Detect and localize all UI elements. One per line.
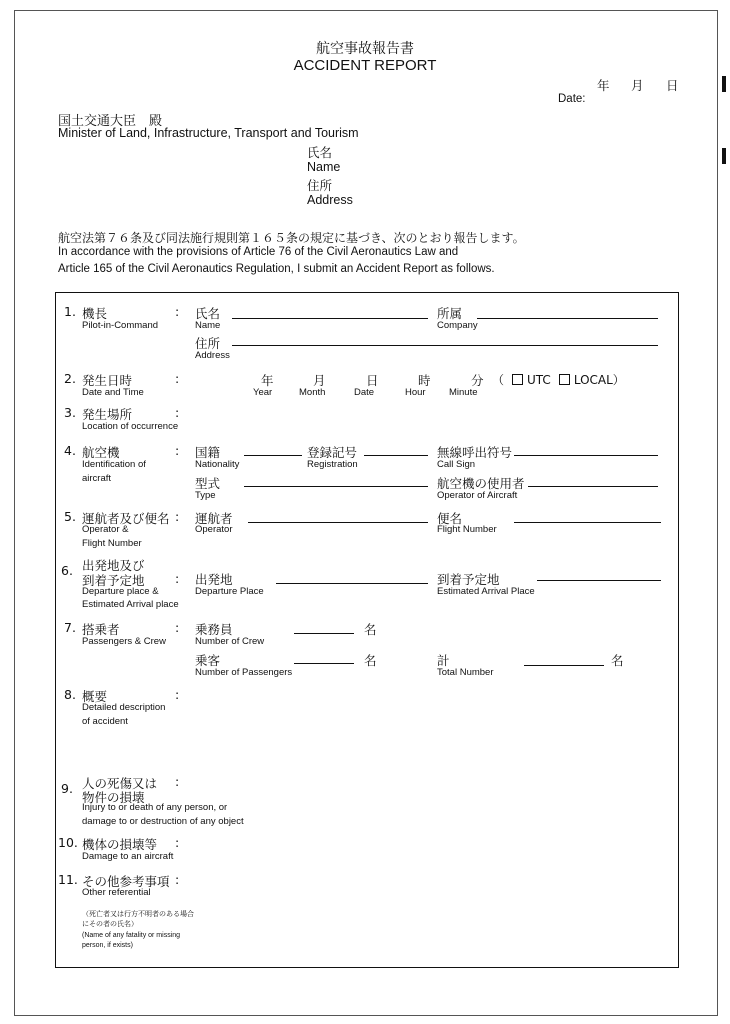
- date-label: Date:: [558, 93, 586, 105]
- local-label: LOCAL）: [573, 373, 625, 387]
- item10-label-ja: 機体の損壊等: [82, 837, 158, 852]
- edge-mark-bottom: [722, 148, 726, 164]
- registration-label-ja: 登録記号: [307, 445, 358, 460]
- reporter-name-en: Name: [307, 160, 341, 174]
- item5-number: 5.: [64, 509, 76, 524]
- occurrence-month-ja: 月: [313, 373, 326, 388]
- total-label-en: Total Number: [437, 667, 494, 678]
- item8-colon: :: [175, 687, 180, 702]
- departure-label-ja: 出発地: [195, 572, 233, 587]
- timezone-group: [492, 371, 625, 388]
- crew-label-ja: 乗務員: [195, 622, 233, 637]
- crew-unit: 名: [364, 622, 377, 637]
- item7-label-en: Passengers & Crew: [82, 636, 166, 647]
- item8-label-en-2: of accident: [82, 716, 128, 727]
- total-count-field[interactable]: [524, 665, 604, 666]
- registration-field[interactable]: [364, 455, 428, 456]
- operator-field[interactable]: [248, 522, 428, 523]
- passengers-unit: 名: [364, 653, 377, 668]
- item2-label-en: Date and Time: [82, 387, 144, 398]
- reporter-name-ja: 氏名: [307, 145, 333, 160]
- item8-label-en-1: Detailed description: [82, 702, 166, 713]
- item5-label-en-1: Operator &: [82, 524, 129, 535]
- item1-number: 1.: [64, 304, 76, 319]
- item11-label-ja: その他参考事項: [82, 874, 170, 889]
- arrival-label-ja: 到着予定地: [437, 572, 500, 587]
- pic-company-label-ja: 所属: [437, 306, 463, 321]
- item3-label-en: Location of occurrence: [82, 421, 179, 432]
- nationality-field[interactable]: [244, 455, 302, 456]
- pic-company-label-en: Company: [437, 320, 478, 331]
- passengers-label-en: Number of Passengers: [195, 667, 293, 678]
- item7-number: 7.: [64, 620, 76, 635]
- item5-colon: :: [175, 509, 180, 524]
- intro-en-2: Article 165 of the Civil Aeronautics Regulation, I submit an Accident Report as follows.: [58, 263, 495, 275]
- item8-number: 8.: [64, 687, 76, 702]
- flight-number-label-ja: 便名: [437, 511, 463, 526]
- aircraft-operator-field[interactable]: [528, 486, 658, 487]
- item6-number: 6.: [61, 563, 73, 578]
- type-label-en: Type: [195, 490, 216, 501]
- occurrence-hour-en: Hour: [405, 387, 426, 398]
- item7-label-ja: 搭乗者: [82, 622, 120, 637]
- item7-colon: :: [175, 620, 180, 635]
- title-en: ACCIDENT REPORT: [293, 57, 437, 74]
- item11-number: 11.: [58, 872, 78, 887]
- item6-label-en-2: Estimated Arrival place: [82, 599, 179, 610]
- type-field[interactable]: [244, 486, 428, 487]
- item2-colon: :: [175, 371, 180, 386]
- item9-label-en-1: Injury to or death of any person, or: [82, 802, 228, 813]
- item8-label-ja: 概要: [82, 689, 108, 704]
- item3-label-ja: 発生場所: [82, 407, 133, 422]
- item6-label-ja-2: 到着予定地: [82, 573, 145, 588]
- arrival-label-en: Estimated Arrival Place: [437, 586, 535, 597]
- item11-label-en: Other referential: [82, 887, 151, 898]
- item5-label-ja: 運航者及び便名: [82, 511, 170, 526]
- item1-label-en: Pilot-in-Command: [82, 320, 159, 331]
- item9-number: 9.: [61, 781, 73, 796]
- item4-label-en-1: Identification of: [82, 459, 146, 470]
- item6-colon: :: [175, 571, 180, 586]
- crew-count-field[interactable]: [294, 633, 354, 634]
- arrival-field[interactable]: [537, 580, 661, 581]
- timezone-open-paren: （: [492, 373, 505, 387]
- item1-label-ja: 機長: [82, 306, 108, 321]
- operator-label-en: Operator: [195, 524, 233, 535]
- pic-name-label-ja: 氏名: [195, 306, 221, 321]
- reporter-address-en: Address: [307, 193, 353, 207]
- item10-colon: :: [175, 835, 180, 850]
- occurrence-date-en: Date: [354, 387, 375, 398]
- utc-checkbox[interactable]: [512, 374, 523, 385]
- item11-note-ja: （死亡者又は行方不明者のある場合にその者の氏名）: [82, 911, 194, 928]
- item10-number: 10.: [58, 835, 78, 850]
- month-label: 月: [631, 78, 644, 93]
- item3-number: 3.: [64, 405, 76, 420]
- item2-label-ja: 発生日時: [82, 373, 133, 388]
- nationality-label-en: Nationality: [195, 459, 240, 470]
- operator-label-ja: 運航者: [195, 511, 233, 526]
- departure-field[interactable]: [276, 583, 428, 584]
- item4-label-ja: 航空機: [82, 445, 120, 460]
- item6-label-ja-1: 出発地及び: [82, 558, 145, 573]
- local-checkbox[interactable]: [559, 374, 570, 385]
- nationality-label-ja: 国籍: [195, 445, 221, 460]
- aircraft-operator-label-en: Operator of Aircraft: [437, 490, 518, 501]
- crew-label-en: Number of Crew: [195, 636, 265, 647]
- item9-label-ja-2: 物件の損壊: [82, 790, 145, 805]
- item11-note-en: (Name of any fatality or missing person, if exists): [82, 932, 181, 949]
- intro-ja: 航空法第７６条及び同法施行規則第１６５条の規定に基づき、次のとおり報告します。: [58, 231, 525, 245]
- callsign-field[interactable]: [514, 455, 658, 456]
- aircraft-operator-label-ja: 航空機の使用者: [437, 476, 525, 491]
- occurrence-minute-ja: 分: [471, 373, 484, 388]
- item9-label-ja-1: 人の死傷又は: [82, 776, 158, 791]
- occurrence-year-ja: 年: [261, 373, 274, 388]
- day-label: 日: [666, 78, 679, 93]
- item4-label-en-2: aircraft: [82, 473, 112, 484]
- occurrence-year-en: Year: [253, 387, 273, 398]
- item9-label-en-2: damage to or destruction of any object: [82, 816, 244, 827]
- occurrence-minute-en: Minute: [449, 387, 478, 398]
- year-label: 年: [597, 78, 610, 93]
- item2-number: 2.: [64, 371, 76, 386]
- title-ja: 航空事故報告書: [316, 41, 414, 57]
- item4-number: 4.: [64, 443, 76, 458]
- item6-label-en-1: Departure place &: [82, 586, 159, 597]
- pic-name-field[interactable]: [232, 318, 428, 319]
- addressee-ja: 国土交通大臣 殿: [58, 114, 163, 129]
- pic-name-label-en: Name: [195, 320, 221, 331]
- passengers-label-ja: 乗客: [195, 653, 221, 668]
- type-label-ja: 型式: [195, 476, 221, 491]
- callsign-label-ja: 無線呼出符号: [437, 445, 513, 460]
- item5-label-en-2: Flight Number: [82, 538, 142, 549]
- flight-number-label-en: Flight Number: [437, 524, 497, 535]
- callsign-label-en: Call Sign: [437, 459, 476, 470]
- occurrence-date-ja: 日: [366, 373, 379, 388]
- registration-label-en: Registration: [307, 459, 358, 470]
- passenger-count-field[interactable]: [294, 663, 354, 664]
- addressee-en: Minister of Land, Infrastructure, Transport and Tourism: [58, 126, 359, 140]
- intro-en-1: In accordance with the provisions of Article 76 of the Civil Aeronautics Law and: [58, 246, 459, 258]
- item3-colon: :: [175, 405, 180, 420]
- utc-label: UTC: [527, 373, 551, 387]
- total-unit: 名: [611, 653, 624, 668]
- pic-address-label-en: Address: [195, 350, 230, 361]
- occurrence-hour-ja: 時: [418, 373, 431, 388]
- item4-colon: :: [175, 443, 180, 458]
- pic-address-label-ja: 住所: [195, 336, 221, 351]
- departure-label-en: Departure Place: [195, 586, 264, 597]
- occurrence-month-en: Month: [299, 387, 326, 398]
- item1-colon: :: [175, 304, 180, 319]
- item10-label-en: Damage to an aircraft: [82, 851, 174, 862]
- item11-colon: :: [175, 872, 180, 887]
- flight-number-field[interactable]: [514, 522, 661, 523]
- total-label-ja: 計: [437, 653, 450, 668]
- pic-company-field[interactable]: [477, 318, 658, 319]
- pic-address-field[interactable]: [232, 345, 658, 346]
- edge-mark-top: [722, 76, 726, 92]
- item9-colon: :: [175, 774, 180, 789]
- reporter-address-ja: 住所: [307, 178, 333, 193]
